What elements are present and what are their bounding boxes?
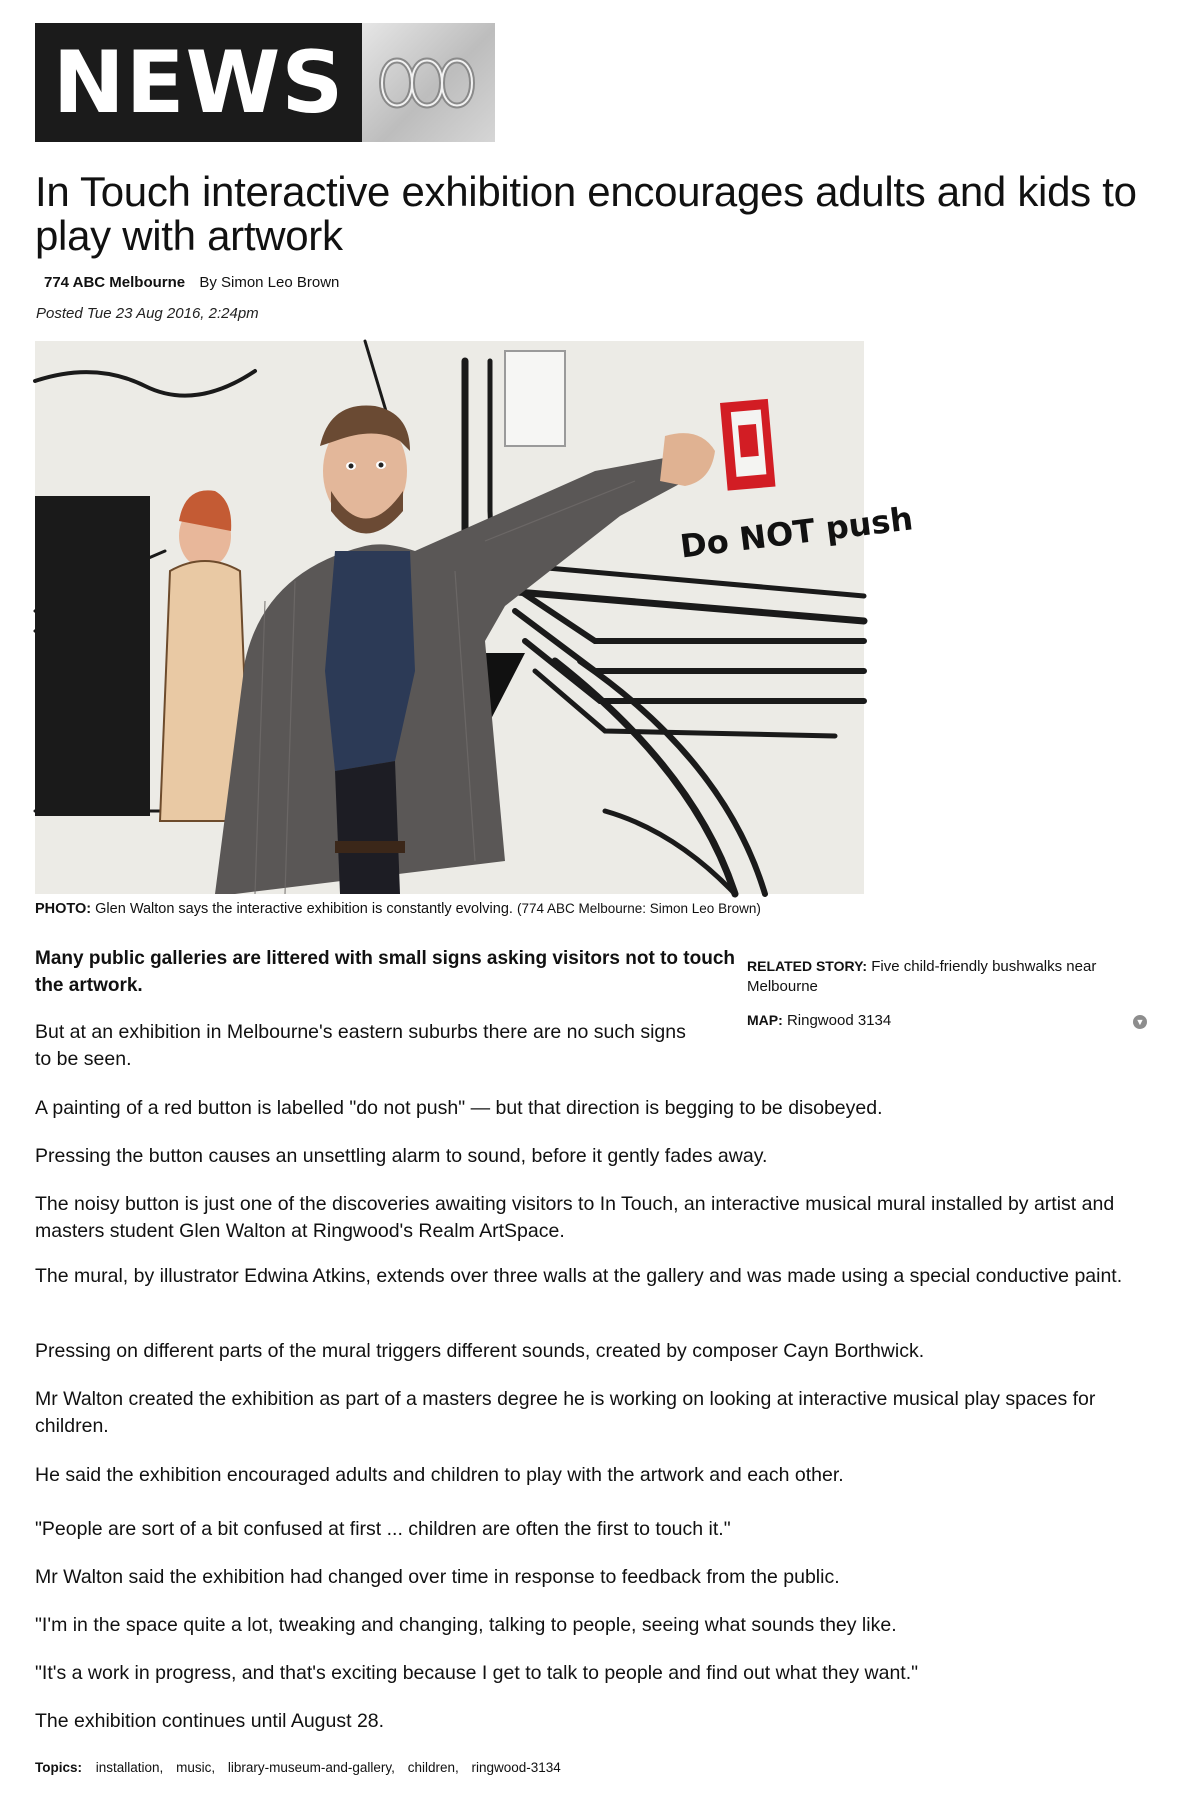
posted-date: Posted Tue 23 Aug 2016, 2:24pm [36, 305, 259, 322]
abc-lissajous-icon [362, 23, 495, 142]
byline [44, 274, 339, 291]
topic-link[interactable]: library-museum-and-gallery, [227, 1760, 395, 1775]
article-photo[interactable] [35, 341, 916, 894]
topic-link[interactable]: installation, [95, 1760, 164, 1775]
topic-link[interactable]: children, [407, 1760, 459, 1775]
related-story-link[interactable]: Five child-friendly bushwalks near Melbourne [747, 958, 1097, 995]
article-headline: In Touch interactive exhibition encourages adults and kids to play with artwork [35, 168, 1137, 259]
article-lede: Many public galleries are littered with small signs asking visitors not to touch the artwork. [35, 948, 735, 996]
related-story[interactable] [747, 956, 1147, 997]
paragraph: "People are sort of a bit confused at first ... children are often the first to touch it." [35, 1518, 731, 1540]
paragraph: But at an exhibition in Melbourne's eastern suburbs there are no such signs to be seen. [35, 1021, 686, 1070]
topic-link[interactable]: ringwood-3134 [471, 1760, 561, 1775]
paragraph: Pressing on different parts of the mural triggers different sounds, created by composer Cayn Borthwick. [35, 1340, 925, 1362]
paragraph: The mural, by illustrator Edwina Atkins, extends over three walls at the gallery and was made using a special conductive paint. [35, 1265, 1123, 1287]
paragraph: The noisy button is just one of the discoveries awaiting visitors to In Touch, an interactive musical mural installed by artist and masters student Glen Walton at Ringwood's Realm ArtSpace. [35, 1193, 1115, 1242]
map-label: MAP: [747, 1012, 783, 1028]
topics [35, 1760, 570, 1775]
caption-label: PHOTO: [35, 901, 92, 917]
caption-text: Glen Walton says the interactive exhibition is constantly evolving. [95, 901, 513, 917]
paragraph: "I'm in the space quite a lot, tweaking and changing, talking to people, seeing what sounds they like. [35, 1614, 897, 1636]
photo-caption [35, 901, 761, 917]
paragraph: Pressing the button causes an unsettling alarm to sound, before it gently fades away. [35, 1145, 768, 1167]
paragraph: A painting of a red button is labelled "do not push" — but that direction is begging to be disobeyed. [35, 1097, 883, 1119]
paragraph: "It's a work in progress, and that's exciting because I get to talk to people and find out what they want." [35, 1662, 919, 1684]
chevron-down-icon[interactable]: ▼ [1133, 1015, 1147, 1029]
topic-link[interactable]: music, [176, 1760, 216, 1775]
mural-sign-text: Do NOT push [677, 499, 916, 566]
paragraph: He said the exhibition encouraged adults and children to play with the artwork and each other. [35, 1464, 844, 1486]
byline-author[interactable]: By Simon Leo Brown [199, 274, 340, 291]
map-location[interactable]: Ringwood 3134 [786, 1012, 892, 1029]
paragraph: The exhibition continues until August 28. [35, 1710, 385, 1732]
paragraph: Mr Walton said the exhibition had changed over time in response to feedback from the public. [35, 1566, 840, 1588]
abc-news-logo[interactable] [35, 23, 495, 142]
byline-source[interactable]: 774 ABC Melbourne [44, 274, 186, 291]
map-link[interactable] [747, 1012, 1147, 1029]
caption-credit: (774 ABC Melbourne: Simon Leo Brown) [516, 901, 761, 916]
news-wordmark: NEWS [35, 23, 362, 142]
related-story-label: RELATED STORY: [747, 958, 868, 974]
paragraph: Mr Walton created the exhibition as part of a masters degree he is working on looking at interactive musical play spaces for children. [35, 1388, 1096, 1437]
topics-label: Topics: [35, 1760, 82, 1775]
